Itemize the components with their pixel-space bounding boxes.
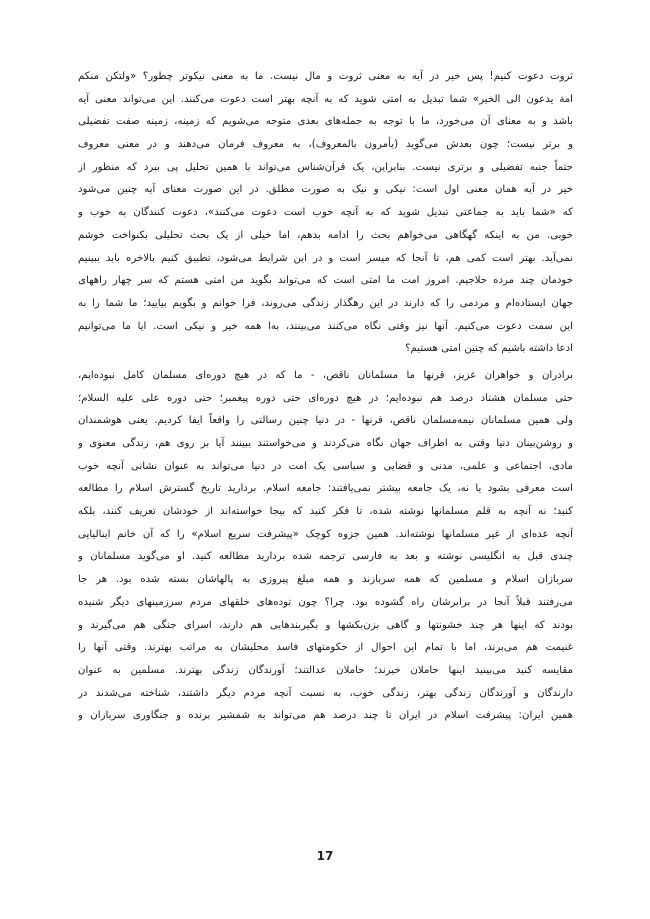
text-line: ثروت دعوت کنیم! پس خیر در آیه به معنی ثروت و مال نیست. ما به معنی نیکوتر چطور؟ «ولتکن منکم [78,71,573,82]
text-line: خوبی. من به اینکه گهگاهی می‌خواهم بحث را ادامه بدهم، اما خیلی از یک بحث تحلیلی بکنواخت خوشم [78,229,573,241]
text-line: حتماً جنبه تفضیلی و برتری نیست. بنابراین، یک قرآن‌شناس می‌تواند با همین تحلیل پی ببرد که منظور از [78,161,573,173]
text-line: برادران و خواهران عزیز، قرنها ما مسلمانان ناقص، - ما که در هیچ دوره‌ای مسلمان کامل نبوده‌ایم، [78,369,573,381]
text-line: حتی مسلمان هشتاد درصد هم نبوده‌ایم؛ در هیچ دوره‌ای حتی دوره پیغمبر؛ حتی دوره علی علیه السلام؛ [78,392,573,404]
text-line: کنید؛ نه آنچه به قلم مسلمانها نوشته شده، تا فکر کنید که بیجا خواسته‌اند از خودشان تعریف کنند، بلکه [78,506,573,518]
text-line: بودند که اینها هر چند خشونتها و گاهی بزن‌بکشها و بگیربندهایی هم دارند، اسرای جنگی هم می‌گیرند و [78,619,573,631]
body-text [78,66,573,728]
page-number: 17 [316,849,334,863]
text-line: نمی‌آید. بهتر است کمی هم، تا آنجا که میسر است و در این شرایط می‌شود، تطبیق کنیم بالاخره باید ببینیم [78,252,573,264]
text-line: می‌رفتند قبلاً آنجا در برابرشان راه گشوده بود. چرا؟ چون توده‌های خلقهای مردم سرزمینهای دیگر شنیده [78,596,573,608]
text-line: ادعا داشته باشیم که چنین امتی هستیم؟ [405,343,573,355]
paragraph-2 [78,365,573,728]
paragraph-1 [78,66,573,361]
text-line: مادی، اجتماعی و علمی، مدنی و قضایی و سیاسی یک امت در دنیا می‌تواند به عنوان نشانی آنچه خوب [78,460,573,472]
text-line: مقایسه کنید می‌بینید اینها حاملان خیرند؛ حاملان عدالتند؛ آورندگان زندگی بهترند. مسلمین به عنوان [78,664,573,676]
text-line: همین ایران: پیشرفت اسلام در ایران تا چند درصد هم می‌تواند به شمشیر برنده و جنگاوری سربازان و [78,710,573,722]
text-line: امة یدعون الی الخیر» شما تبدیل به امتی شوید که به آنچه بهتر است دعوت می‌کنند. این می‌تواند معنی آیه [78,93,573,105]
text-line: است معرفی بشود یا نه، یک جامعه بیشتر نمی‌یافتند: جامعه اسلام. بردارید تاریخ گسترش اسلام را مطالعه [78,483,573,495]
text-line: و برتر نیست؛ چون بعدش می‌گوید (یأمرون بالمعروف)، به معروف فرمان می‌دهند و در معنی معروف [78,139,573,151]
text-line: ولی همین مسلمانان نیمه‌مسلمان ناقص، قرنها - در دنیا چنین رسالتی را واقعاً ایفا کردیم. یعنی هوشمندان [78,415,573,427]
text-line: چندی قبل به انگلیسی نوشته و بعد به فارسی ترجمه شده بردارید مطالعه کنید. او می‌گوید مسلمانان و [78,551,573,563]
text-line: دارندگان و آورندگان زندگی بهتر، زندگی خوب، به نسبت آنچه مردم دیگر داشتند، شناخته می‌شدند در [78,687,573,699]
text-line: باشد و به معنای آن می‌خورد، ما با توجه به جمله‌های بعدی متوجه می‌شویم که زمینه، زمینه صفت تفضیلی [78,116,573,128]
text-line: خیر در آیه همان معنی اول است: نیکی و نیک به صورت مطلق. در این صورت معنای آیه چنین می‌شود [78,184,573,196]
text-line: و روشن‌بینان دنیا وقتی به اطراف جهان نگاه می‌کردند و می‌خواستند ببینند آیا بر روی هم، زندگی معنوی و [78,438,573,449]
text-line: این سمت دعوت می‌کنیم. آنها نیز وقتی نگاه می‌کنند می‌بینند، به‌ا همه خیر و نیکی است. ایا ما می‌توانیم [78,320,573,332]
text-line: خودمان چند مرده حلاجیم. امروز امت ما امتی است که می‌تواند بگوید من امتی هستم که سر چهار راههای [78,275,573,287]
text-line: غنیمت هم می‌برند، اما با تمام این احوال از حکومتهای فاسد محلیشان به مراتب بهترند. وقتی آنها را [78,642,573,654]
text-line: که «شما باید به جماعتی تبدیل شوید که به آنچه خوب است دعوت می‌کنند»، دعوت کنندگان به خوب و [78,207,573,219]
text-line: سربازان اسلام و مسلمین که همه سربازند و همه مبلغ پیروزی به پالهاشان بسته شده بود. هر جا [78,574,573,586]
text-line: جهان ایستاده‌ام و مردمی را که دارند در این رهگذار زندگی می‌روند، فرا خوانم و بگویم بیایید؛ ما شما را به [78,297,573,309]
text-line: آنچه عده‌ای از غیر مسلمانها نوشته‌اند. همین جزوه کوچک «پیشرفت سریع اسلام» را که آن خانم اینالیایی [78,528,573,540]
